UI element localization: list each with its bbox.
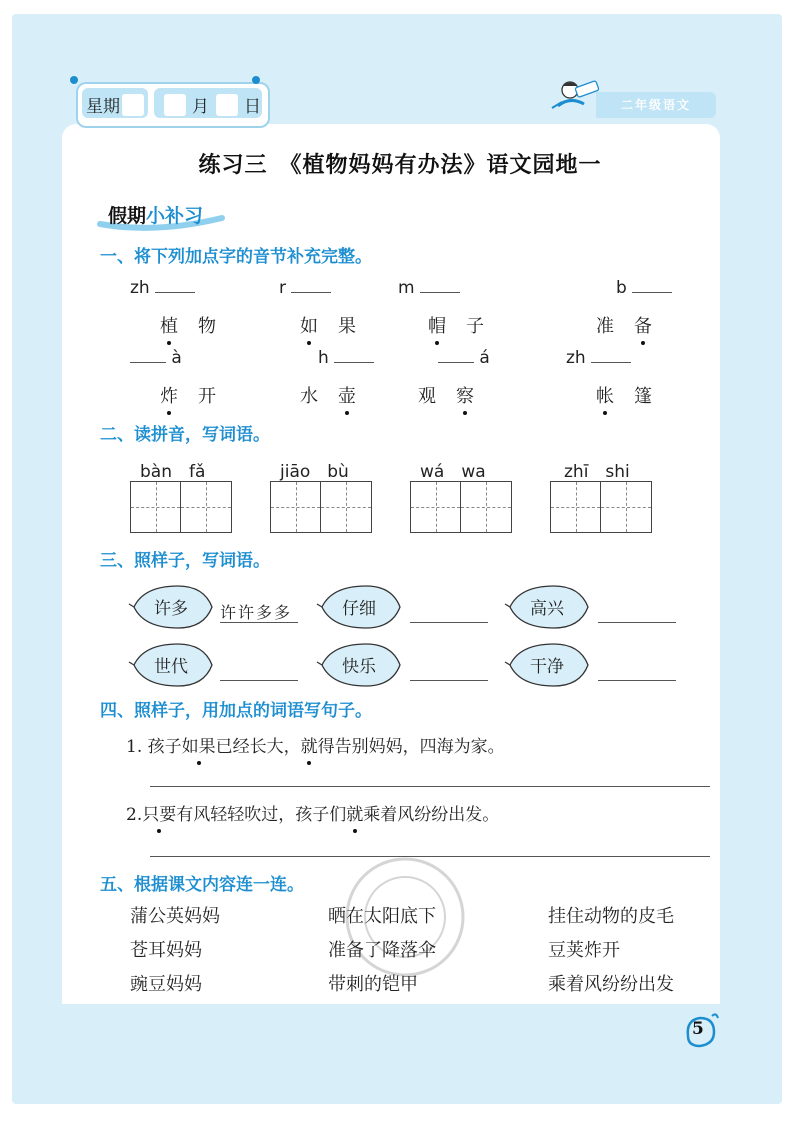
answer-blank[interactable] — [130, 362, 166, 363]
q5-heading: 五、根据课文内容连一连。 — [100, 875, 304, 895]
answer-line[interactable] — [220, 680, 298, 681]
leaf-word: 仔细 — [342, 599, 376, 619]
pinyin-initial: zh — [130, 278, 150, 298]
dotted-char: 植 — [160, 312, 178, 338]
answer-blank[interactable] — [420, 292, 460, 293]
pinyin-initial: h — [318, 348, 329, 368]
badge-text — [108, 201, 203, 228]
q1-word-4 — [596, 312, 652, 338]
page-number-badge — [680, 1010, 720, 1050]
word-char: 水 — [300, 386, 318, 407]
page-title: 练习三 《植物妈妈有办法》语文园地一 — [198, 153, 602, 178]
match-col2-3[interactable]: 带刺的铠甲 — [328, 974, 418, 995]
q4-heading: 四、照样子，用加点的词语写句子。 — [100, 701, 372, 721]
pinyin-initial: m — [398, 278, 415, 298]
pin-dot-right — [252, 76, 260, 84]
dotted-char: 帐 — [596, 382, 614, 408]
q1-word-5 — [160, 382, 216, 408]
match-col1-1[interactable]: 蒲公英妈妈 — [130, 906, 220, 927]
q1-pinyin-8 — [566, 348, 631, 368]
word-char: 观 — [418, 386, 436, 407]
word-char: 篷 — [634, 386, 652, 407]
leaf-1 — [128, 582, 214, 632]
q2-pinyin-3: wá wa — [420, 462, 486, 482]
dotted-char: 察 — [456, 382, 474, 408]
leaf-3 — [504, 582, 590, 632]
q2-pinyin-2: jiāo bù — [280, 462, 349, 482]
page-number: 5 — [692, 1019, 704, 1039]
q1-heading: 一、将下列加点字的音节补充完整。 — [100, 247, 372, 267]
sentence-text: 得告别妈妈，四海为家。 — [317, 737, 505, 757]
match-col3-1[interactable]: 挂住动物的皮毛 — [548, 906, 674, 927]
answer-line[interactable] — [220, 622, 298, 623]
dotted-char: 备 — [634, 312, 652, 338]
badge-part2: 小补习 — [146, 205, 204, 227]
match-col2-2[interactable]: 准备了降落伞 — [328, 940, 436, 961]
q1-pinyin-3 — [398, 278, 460, 298]
month-label: 月 — [192, 97, 209, 117]
dotted-word — [182, 732, 216, 757]
month-blank[interactable] — [164, 94, 186, 116]
q1-word-1 — [160, 312, 216, 338]
answer-blank[interactable] — [155, 292, 195, 293]
q2-pinyin-1: bàn fǎ — [140, 462, 206, 482]
leaf-2 — [316, 582, 402, 632]
q1-word-3 — [428, 312, 484, 338]
writing-grid-4[interactable] — [550, 481, 652, 533]
q1-pinyin-5 — [130, 348, 182, 368]
dotted-text: 就 — [346, 800, 363, 825]
word-char: 果 — [338, 316, 356, 337]
day-label: 日 — [244, 97, 261, 117]
q1-pinyin-4 — [616, 278, 672, 298]
grade-tag: 二年级语文 — [596, 92, 716, 118]
day-blank[interactable] — [216, 94, 238, 116]
sentence-text: 1. 孩子 — [126, 737, 182, 757]
answer-blank[interactable] — [438, 362, 474, 363]
q1-word-2 — [300, 312, 356, 338]
answer-blank[interactable] — [632, 292, 672, 293]
pin-dot-left — [70, 76, 78, 84]
q2-heading: 二、读拼音，写词语。 — [100, 425, 270, 445]
leaf-word: 高兴 — [530, 599, 564, 619]
leaf-word: 快乐 — [342, 657, 376, 677]
date-box — [76, 82, 270, 128]
leaf-word: 干净 — [530, 657, 564, 677]
leaf-4 — [128, 640, 214, 690]
q1-pinyin-7 — [438, 348, 490, 368]
match-col2-1[interactable]: 晒在太阳底下 — [328, 906, 436, 927]
answer-blank[interactable] — [591, 362, 631, 363]
pinyin-final: á — [479, 348, 490, 368]
answer-line[interactable] — [410, 680, 488, 681]
sentence-1 — [126, 732, 505, 757]
word-char: 准 — [596, 316, 614, 337]
dotted-char: 炸 — [160, 382, 178, 408]
sentence-text: 有风轻轻吹过，孩子们 — [176, 805, 347, 825]
answer-line[interactable] — [598, 680, 676, 681]
sentence-2 — [126, 800, 499, 825]
pinyin-initial: r — [279, 278, 286, 298]
word-char: 物 — [198, 316, 216, 337]
writing-grid-1[interactable] — [130, 481, 232, 533]
dotted-text: 只要 — [142, 800, 176, 825]
answer-line[interactable] — [410, 622, 488, 623]
dotted-text: 如果 — [182, 732, 216, 757]
q1-pinyin-1 — [130, 278, 195, 298]
word-char: 开 — [198, 386, 216, 407]
q1-pinyin-2 — [279, 278, 331, 298]
sentence-text: 乘着风纷纷出发。 — [363, 805, 500, 825]
sentence-text: 已经长大， — [215, 737, 301, 757]
leaf-word: 许多 — [154, 599, 188, 619]
leaf-word: 世代 — [154, 657, 188, 677]
writing-grid-2[interactable] — [270, 481, 372, 533]
dotted-char: 如 — [300, 312, 318, 338]
sentence-text: 2. — [126, 805, 143, 825]
leaf-6 — [504, 640, 590, 690]
q2-pinyin-4: zhī shi — [564, 462, 630, 482]
week-blank[interactable] — [122, 94, 144, 116]
pinyin-initial: zh — [566, 348, 586, 368]
q1-word-7 — [418, 382, 474, 408]
answer-blank[interactable] — [334, 362, 374, 363]
pinyin-initial: b — [616, 278, 627, 298]
badge-part1: 假期 — [108, 205, 147, 227]
dotted-char: 壶 — [338, 382, 356, 408]
q1-word-6 — [300, 382, 356, 408]
sentence-answer-line-1[interactable] — [150, 786, 710, 787]
dotted-text: 就 — [301, 732, 318, 757]
pinyin-final: à — [171, 348, 182, 368]
match-col1-2[interactable]: 苍耳妈妈 — [130, 940, 202, 961]
example-answer: 许许多多 — [220, 603, 293, 622]
writing-grid-3[interactable] — [410, 481, 512, 533]
dotted-char: 帽 — [428, 312, 446, 338]
match-col3-2[interactable]: 豆荚炸开 — [548, 940, 620, 961]
word-char: 子 — [466, 316, 484, 337]
answer-line[interactable] — [598, 622, 676, 623]
match-col1-3[interactable]: 豌豆妈妈 — [130, 974, 202, 995]
match-col3-3[interactable]: 乘着风纷纷出发 — [548, 974, 674, 995]
q1-pinyin-6 — [318, 348, 374, 368]
answer-blank[interactable] — [291, 292, 331, 293]
q1-word-8 — [596, 382, 652, 408]
week-label: 星期 — [86, 97, 120, 117]
leaf-5 — [316, 640, 402, 690]
q3-heading: 三、照样子，写词语。 — [100, 551, 270, 571]
